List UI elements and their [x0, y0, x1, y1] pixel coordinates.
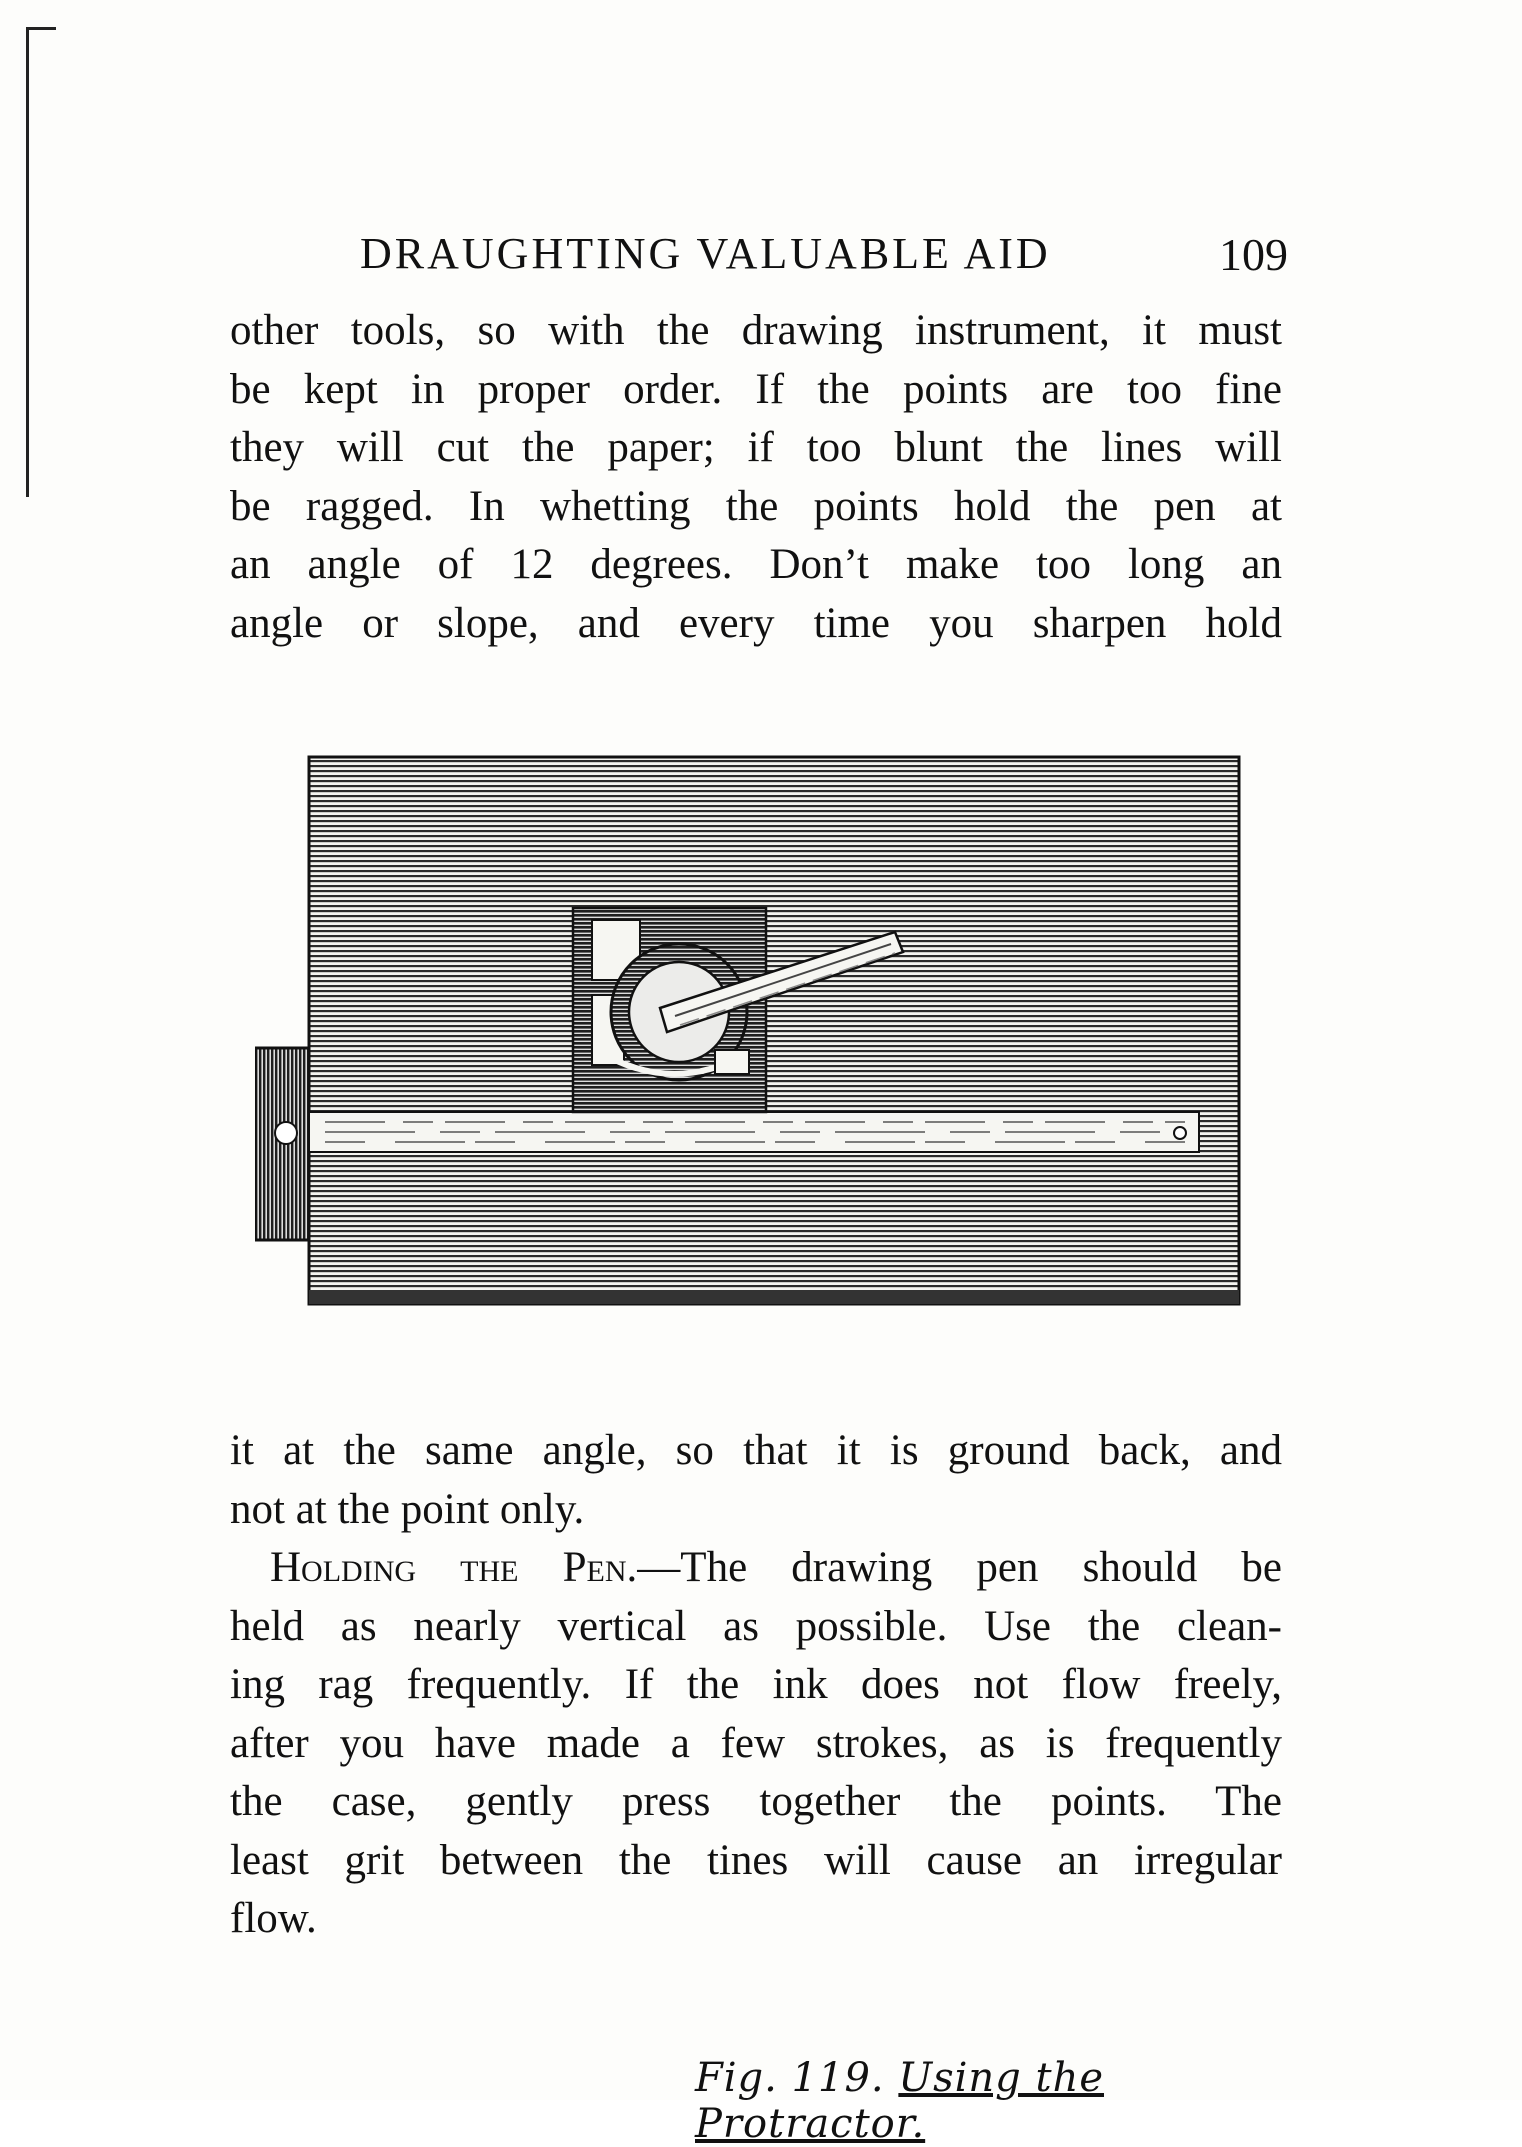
figure-title: Using the Protractor. — [695, 2055, 1104, 2147]
running-head-title: DRAUGHTING VALUABLE AID — [360, 229, 1051, 278]
text-line: be kept in proper order. If the points are too fine — [230, 365, 1282, 413]
text-line: after you have made a few strokes, as is frequently — [230, 1719, 1282, 1767]
drawing-board — [309, 757, 1239, 1304]
text-line: it at the same angle, so that it is ground back, and — [230, 1427, 1282, 1474]
section-heading: Holding the Pen. — [270, 1544, 638, 1591]
text-line: other tools, so with the drawing instrument, it must — [230, 307, 1282, 354]
text-line: the case, gently press together the points. The — [230, 1778, 1282, 1825]
text-line: not at the point only. — [230, 1485, 585, 1533]
text-line: angle or slope, and every time you sharpen hold — [230, 599, 1282, 647]
text-line: flow. — [230, 1895, 317, 1942]
page-number: 109 — [1219, 229, 1288, 280]
text-line: be ragged. In whetting the points hold the pen at — [230, 482, 1282, 530]
protractor-engraving — [255, 750, 1255, 1310]
text-line: an angle of 12 degrees. Don’t make too long an — [230, 541, 1282, 588]
text-line: least grit between the tines will cause an irregular — [230, 1836, 1282, 1884]
section-heading-text: —The drawing pen should be — [637, 1544, 1282, 1591]
running-head — [230, 228, 1288, 288]
section-heading-line — [230, 1539, 1282, 1598]
text-line: held as nearly vertical as possible. Use the clean- — [230, 1602, 1282, 1650]
binding-edge-line — [26, 27, 29, 497]
text-line: they will cut the paper; if too blunt the lines will — [230, 424, 1282, 471]
figure-number: Fig. 119. — [695, 2055, 885, 2101]
text-line: ing rag frequently. If the ink does not flow freely, — [230, 1661, 1282, 1708]
binding-edge-mark — [26, 27, 56, 30]
top-paragraph — [230, 302, 1282, 653]
figure-caption — [695, 2055, 1255, 2147]
bottom-paragraph — [230, 1422, 1282, 1949]
